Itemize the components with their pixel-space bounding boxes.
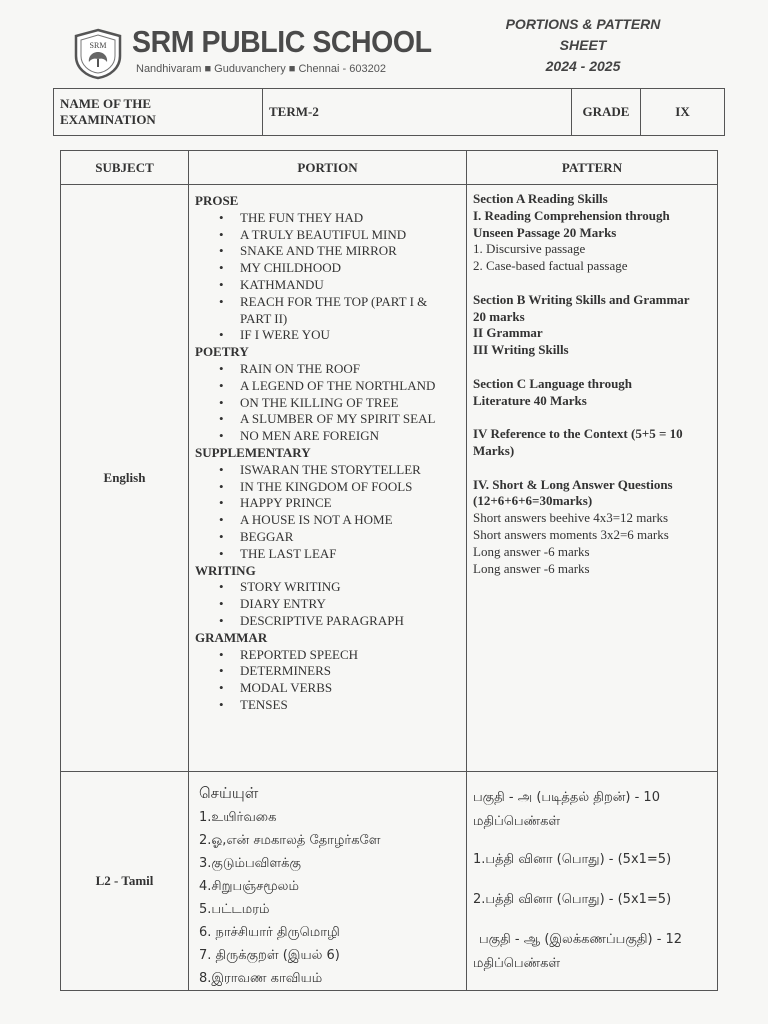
list-item: • THE FUN THEY HAD: [240, 210, 460, 227]
section-heading-grammar: GRAMMAR: [195, 629, 268, 645]
exam-name-label: NAME OF THE EXAMINATION: [54, 89, 263, 136]
pattern-line: Section B Writing Skills and Grammar: [473, 291, 690, 307]
section-heading-writing: WRITING: [195, 562, 256, 578]
list-item: • DESCRIPTIVE PARAGRAPH: [240, 613, 460, 630]
pattern-line: Long answer -6 marks: [473, 543, 590, 559]
prose-list: [195, 210, 460, 344]
list-item: • MY CHILDHOOD: [240, 260, 460, 277]
list-item: • STORY WRITING: [240, 579, 460, 596]
pattern-line: 20 marks: [473, 308, 525, 324]
list-item: • DETERMINERS: [240, 663, 460, 680]
pattern-line: Section C Language through: [473, 375, 633, 391]
table-header-row: [61, 151, 718, 185]
subject-english: English: [61, 185, 189, 772]
pattern-line: Literature 40 Marks: [473, 392, 587, 408]
tamil-pattern: [467, 772, 718, 991]
list-item: 8.இராவண காவியம்: [199, 971, 323, 986]
table-row-english: [61, 185, 718, 772]
list-item: 7. திருக்குறள் (இயல் 6): [199, 948, 340, 963]
poetry-list: [195, 361, 460, 445]
pattern-line: Unseen Passage 20 Marks: [473, 224, 617, 240]
list-item: 4.சிறுபஞ்சமூலம்: [199, 879, 299, 894]
exam-term: TERM-2: [263, 89, 572, 136]
pattern-line: மதிப்பெண்கள்: [473, 814, 561, 829]
pattern-line: Short answers moments 3x2=6 marks: [473, 526, 669, 542]
list-item: • A LEGEND OF THE NORTHLAND: [240, 378, 460, 395]
pattern-line: IV. Short & Long Answer Questions: [473, 476, 673, 492]
pattern-line: (12+6+6+6=30marks): [473, 493, 593, 509]
list-item: • A SLUMBER OF MY SPIRIT SEAL: [240, 411, 460, 428]
list-item: • SNAKE AND THE MIRROR: [240, 243, 460, 260]
english-portion: [189, 185, 467, 772]
exam-info-table: [53, 88, 725, 136]
pattern-line: Marks): [473, 442, 515, 458]
list-item: • KATHMANDU: [240, 277, 460, 294]
list-item: • RAIN ON THE ROOF: [240, 361, 460, 378]
list-item: • IF I WERE YOU: [240, 327, 460, 344]
list-item: • THE LAST LEAF: [240, 546, 460, 563]
list-item: • REACH FOR THE TOP (PART I & PART II): [240, 294, 460, 328]
pattern-line: 2. Case-based factual passage: [473, 258, 628, 274]
list-item: 2.ஓ,என் சமகாலத் தோழர்களே: [199, 833, 381, 848]
list-item: • BEGGAR: [240, 529, 460, 546]
header-subject: SUBJECT: [61, 151, 189, 185]
tamil-heading: செய்யுள்: [199, 784, 259, 802]
logo-text: SRM: [89, 41, 107, 50]
section-heading-prose: PROSE: [195, 193, 239, 208]
sheet-year: 2024 - 2025: [545, 58, 621, 74]
pattern-line: I. Reading Comprehension through: [473, 207, 670, 223]
list-item: • REPORTED SPEECH: [240, 647, 460, 664]
sheet-title-line-1: PORTIONS & PATTERN: [505, 16, 661, 32]
writing-list: [195, 579, 460, 629]
pattern-line: மதிப்பெண்கள்: [473, 956, 561, 971]
pattern-line: 1. Discursive passage: [473, 241, 586, 257]
grade-label: GRADE: [572, 89, 641, 136]
pattern-line: Short answers beehive 4x3=12 marks: [473, 510, 669, 526]
pattern-line: 2.பத்தி வினா (பொது) - (5x1=5): [473, 892, 672, 907]
header-pattern: PATTERN: [467, 151, 718, 185]
list-item: • NO MEN ARE FOREIGN: [240, 428, 460, 445]
pattern-line: பகுதி - அ (படித்தல் திறன்) - 10: [473, 790, 660, 805]
pattern-line: III Writing Skills: [473, 342, 569, 358]
list-item: • DIARY ENTRY: [240, 596, 460, 613]
sheet-title-line-2: SHEET: [559, 37, 607, 53]
list-item: • ISWARAN THE STORYTELLER: [240, 462, 460, 479]
grade-value: IX: [641, 89, 725, 136]
table-row-tamil: [61, 772, 718, 991]
header-portion: PORTION: [189, 151, 467, 185]
list-item: • TENSES: [240, 697, 460, 714]
school-name: SRM PUBLIC SCHOOL: [132, 24, 432, 59]
list-item: • HAPPY PRINCE: [240, 495, 460, 512]
section-heading-supplementary: SUPPLEMENTARY: [195, 444, 311, 460]
list-item: 1.உயிர்வகை: [199, 810, 277, 825]
school-address: Nandhivaram ■ Guduvanchery ■ Chennai - 603202: [136, 63, 386, 75]
subject-tamil: L2 - Tamil: [61, 772, 189, 991]
list-item: 6. நாச்சியார் திருமொழி: [199, 925, 340, 940]
pattern-line: II Grammar: [473, 325, 543, 341]
grammar-list: [195, 647, 460, 714]
pattern-line: Section A Reading Skills: [473, 191, 608, 206]
supplementary-list: [195, 462, 460, 563]
section-heading-poetry: POETRY: [195, 344, 249, 360]
english-pattern: [467, 185, 718, 772]
list-item: • IN THE KINGDOM OF FOOLS: [240, 479, 460, 496]
portions-table: [60, 150, 718, 991]
sheet-title: [478, 14, 688, 77]
list-item: • A TRULY BEAUTIFUL MIND: [240, 227, 460, 244]
school-logo: [72, 28, 124, 80]
pattern-line: IV Reference to the Context (5+5 = 10: [473, 426, 683, 442]
list-item: 5.பட்டமரம்: [199, 902, 270, 917]
list-item: 3.குடும்பவிளக்கு: [199, 856, 301, 871]
list-item: • ON THE KILLING OF TREE: [240, 395, 460, 412]
list-item: • MODAL VERBS: [240, 680, 460, 697]
pattern-line: Long answer -6 marks: [473, 560, 590, 576]
pattern-line: பகுதி - ஆ (இலக்கணப்பகுதி) - 12: [479, 932, 683, 947]
tamil-portion: [189, 772, 467, 991]
list-item: • A HOUSE IS NOT A HOME: [240, 512, 460, 529]
pattern-line: 1.பத்தி வினா (பொது) - (5x1=5): [473, 852, 672, 867]
